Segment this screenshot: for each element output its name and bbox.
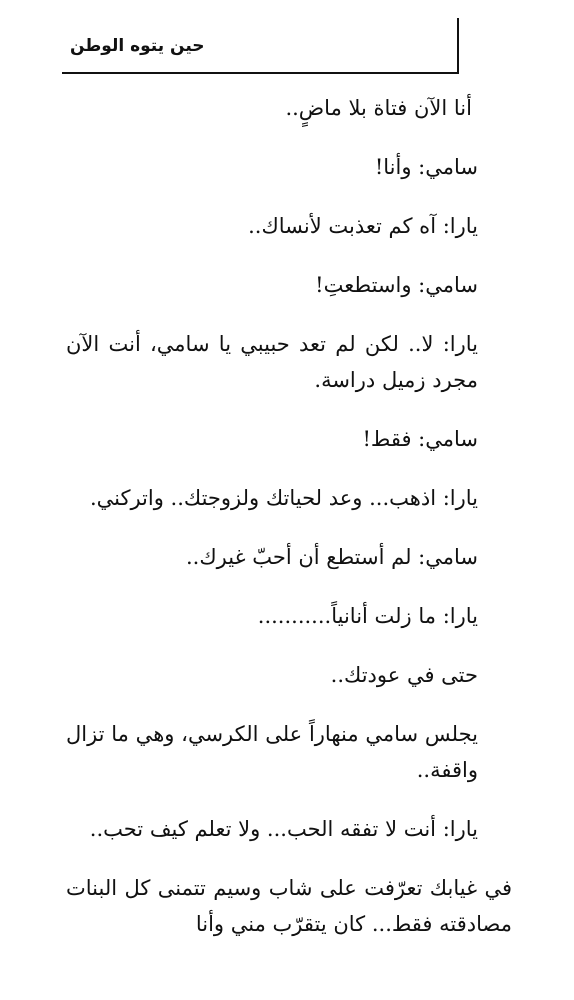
paragraph: سامي: واستطعتِ! bbox=[315, 273, 478, 297]
page-body bbox=[66, 90, 512, 965]
paragraph: في غيابك تعرّفت على شاب وسيم تتمنى كل البنات مصادقته فقط... كان يتقرّب مني وأنا bbox=[66, 876, 512, 936]
header-vertical-rule bbox=[457, 18, 459, 74]
paragraph: سامي: لم أستطع أن أحبّ غيرك.. bbox=[185, 545, 478, 569]
paragraph: يجلس سامي منهاراً على الكرسي، وهي ما تزال واقفة.. bbox=[66, 722, 478, 782]
paragraph: يارا: اذهب... وعد لحياتك ولزوجتك.. واتركني. bbox=[89, 486, 478, 510]
paragraph: سامي: فقط! bbox=[362, 427, 478, 451]
paragraph: يارا: ما زلت أنانياً........... bbox=[257, 604, 478, 628]
paragraph: يارا: أنت لا تفقه الحب... ولا تعلم كيف تحب.. bbox=[89, 817, 478, 841]
paragraph: يارا: آه كم تعذبت لأنساك.. bbox=[248, 214, 478, 238]
paragraph: أنا الآن فتاة بلا ماضٍ.. bbox=[285, 96, 472, 120]
paragraph: حتى في عودتك.. bbox=[330, 663, 478, 687]
paragraph: سامي: وأنا! bbox=[374, 155, 478, 179]
book-title: حين يتوه الوطن bbox=[70, 36, 205, 56]
paragraph: يارا: لا.. لكن لم تعد حبيبي يا سامي، أنت الآن مجرد زميل دراسة. bbox=[66, 332, 478, 392]
page-header bbox=[0, 0, 574, 78]
header-rule bbox=[62, 72, 458, 74]
